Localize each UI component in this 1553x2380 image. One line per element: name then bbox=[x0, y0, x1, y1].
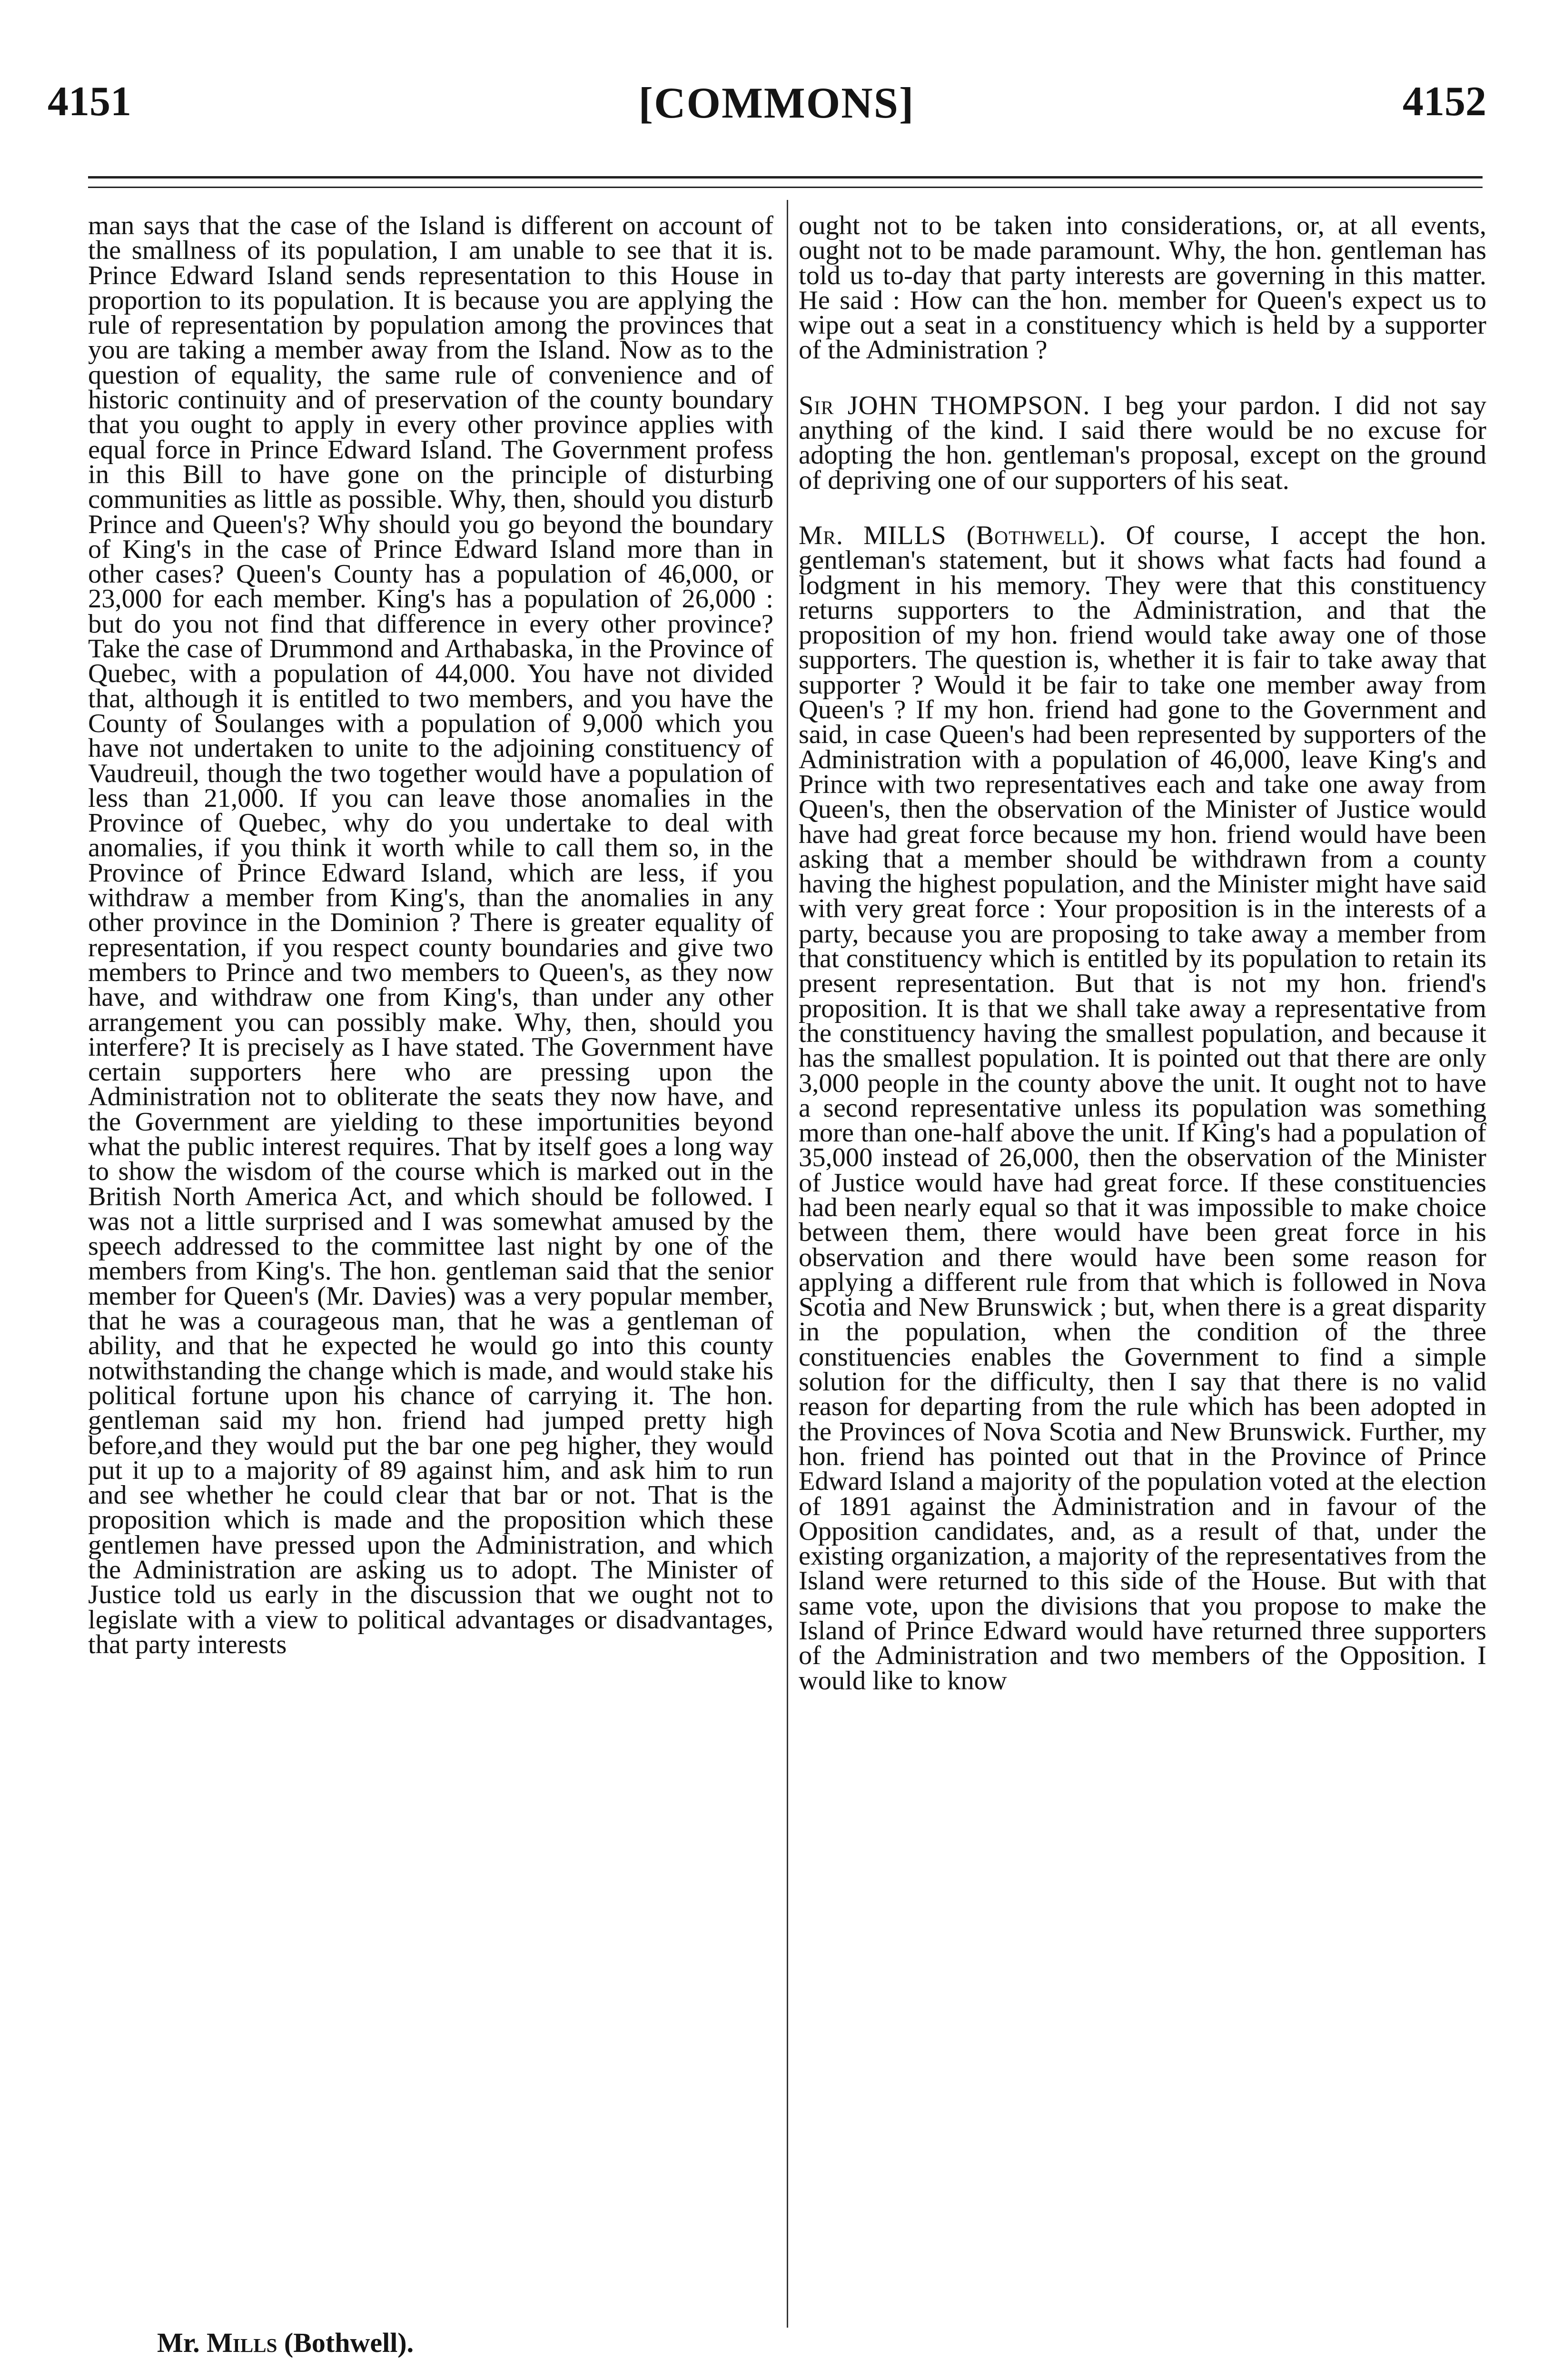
column-divider bbox=[787, 200, 788, 2328]
paragraph-text: ought not to be taken into considerations, or, at all events, ought not to be made paramount. Why, the hon. gentleman has told us to-day that party interests are governing in this matter. He said : How can the hon. member for Queen's expect us to wipe out a seat in a constituency which is held by a supporter of the Administration ? bbox=[799, 211, 1486, 365]
left-column bbox=[88, 213, 773, 1657]
right-paragraph-mills bbox=[799, 520, 1487, 1696]
right-paragraph-thompson bbox=[799, 390, 1487, 495]
footer-title: Mr. bbox=[157, 2327, 200, 2358]
page-title: [COMMONS] bbox=[638, 79, 915, 127]
page-header bbox=[0, 81, 1553, 152]
page-number-left: 4151 bbox=[48, 79, 131, 125]
speaker-name: Mr. MILLS (Bothwell). bbox=[799, 520, 1107, 550]
paragraph-text: I beg your pardon. I did not say anything of the kind. I said there would be no excuse for adopting the hon. gentleman's proposal, except on the ground of depriving one of our supporters of his seat. bbox=[799, 390, 1487, 495]
paragraph-text: Of course, I accept the hon. gentleman's statement, but it shows what facts had found a lodgment in his memory. They were that this constituency returns supporters to the Administration, and that the proposition of my hon. friend would take away one of those supporters. The question is, whether it is fair to take away that supporter ? Would it be fair to take one member away from Queen's ? If my hon. friend had gone to the Government and said, in case Queen's had been represented by supporters of the Administration with a population of 46,000, leave King's and Prince with two representatives each and take one away from Queen's, then the observation of the Minister of Justice would have had great force because my hon. friend would have been asking that a member should be withdrawn from a county having the highest population, and the Minister might have said with very great force : Your proposition is in the interests of a party, because you are proposing to take away a member from that constituency which is entitled by its population to retain its present representation. But that is not my hon. friend's proposition. It is that we shall take away a representative from the constituency having the smallest population, and because it has the smallest population. It is pointed out that there are only 3,000 people in the county above the unit. It ought not to have a second representative unless its population was something more than one-half above the unit. If King's had a population of 35,000 instead of 26,000, then the observation of the Minister of Justice would have had great force. If these constituencies had been nearly equal so that it was impossible to make choice between them, there would have been great force in his observation and there would have been some reason for applying a different rule from that which is followed in Nova Scotia and New Brunswick ; but, when there is a great disparity in the population, when the condition of the three constituencies enables the Government to find a simple solution for the difficulty, then I say that there is no valid reason for departing from the rule which has been adopted in the Provinces of Nova Scotia and New Brunswick. Further, my hon. friend has pointed out that in the Province of Prince Edward Island a majority of the population voted at the election of 1891 against the Administration and in favour of the Opposition candidates, and, as a result of that, under the existing organization, a majority of the representatives from the Island were returned to this side of the House. But with that same vote, upon the divisions that you propose to make the Island of Prince Edward would have returned three supporters of the Administration and two members of the Opposition. I would like to know bbox=[799, 520, 1487, 1696]
header-rule-thick bbox=[88, 176, 1483, 178]
left-column-paragraph: man says that the case of the Island is different on account of the smallness of its population, I am unable to see that it is. Prince Edward Island sends representation to this House in proportion to its population. It is because you are applying the rule of representation by population among the provinces that you are taking a member away from the Island. Now as to the question of equality, the same rule of convenience and of historic continuity and of preservation of the county boundary that you ought to apply in every other province applies with equal force in Prince Edward Island. The Government profess in this Bill to have gone on the principle of disturbing communities as little as possible. Why, then, should you disturb Prince and Queen's? Why should you go beyond the boundary of King's in the case of Prince Edward Island more than in other cases? Queen's County has a population of 46,000, or 23,000 for each member. King's has a population of 26,000 : but do you not find that difference in every other province? Take the case of Drummond and Arthabaska, in the Province of Quebec, with a population of 44,000. You have not divided that, although it is entitled to two members, and you have the County of Soulanges with a population of 9,000 which you have not undertaken to unite to the adjoining constituency of Vaudreuil, though the two together would have a population of less than 21,000. If you can leave those anomalies in the Province of Quebec, why do you undertake to deal with anomalies, if you think it worth while to call them so, in the Province of Prince Edward Island, which are less, if you withdraw a member from King's, than the anomalies in any other province in the Dominion ? There is greater equality of representation, if you respect county boundaries and give two members to Prince and two members to Queen's, as they now have, and withdraw one from King's, than under any other arrangement you can possibly make. Why, then, should you interfere? It is precisely as I have stated. The Government have certain supporters here who are pressing upon the Administration not to obliterate the seats they now have, and the Government are yielding to these importunities beyond what the public interest requires. That by itself goes a long way to show the wisdom of the course which is marked out in the British North America Act, and which should be followed. I was not a little surprised and I was somewhat amused by the speech addressed to the committee last night by one of the members from King's. The hon. gentleman said that the senior member for Queen's (Mr. Davies) was a very popular member, that he was a courageous man, that he was a gentleman of ability, and that he expected he would go into this county notwithstanding the change which is made, and would stake his political fortune upon his chance of carrying it. The hon. gentleman said my hon. friend had jumped pretty high before,and they would put the bar one peg higher, they would put it up to a majority of 89 against him, and ask him to run and see whether he could clear that bar or not. That is the proposition which is made and the proposition which these gentlemen have pressed upon the Administration, and which the Administration are asking us to adopt. The Minister of Justice told us early in the discussion that we ought not to legislate with a view to political advantages or disadvantages, that party interests bbox=[88, 211, 773, 1659]
speaker-name: Sir JOHN THOMPSON. bbox=[799, 390, 1090, 420]
right-column bbox=[799, 211, 1487, 1696]
right-paragraph-continuation bbox=[799, 213, 1486, 363]
page-number-right: 4152 bbox=[1403, 79, 1486, 125]
page-footer-speaker bbox=[157, 2327, 414, 2359]
footer-name: Mills bbox=[207, 2327, 277, 2358]
footer-riding: (Bothwell). bbox=[284, 2327, 414, 2358]
header-rule-thin bbox=[88, 187, 1483, 188]
